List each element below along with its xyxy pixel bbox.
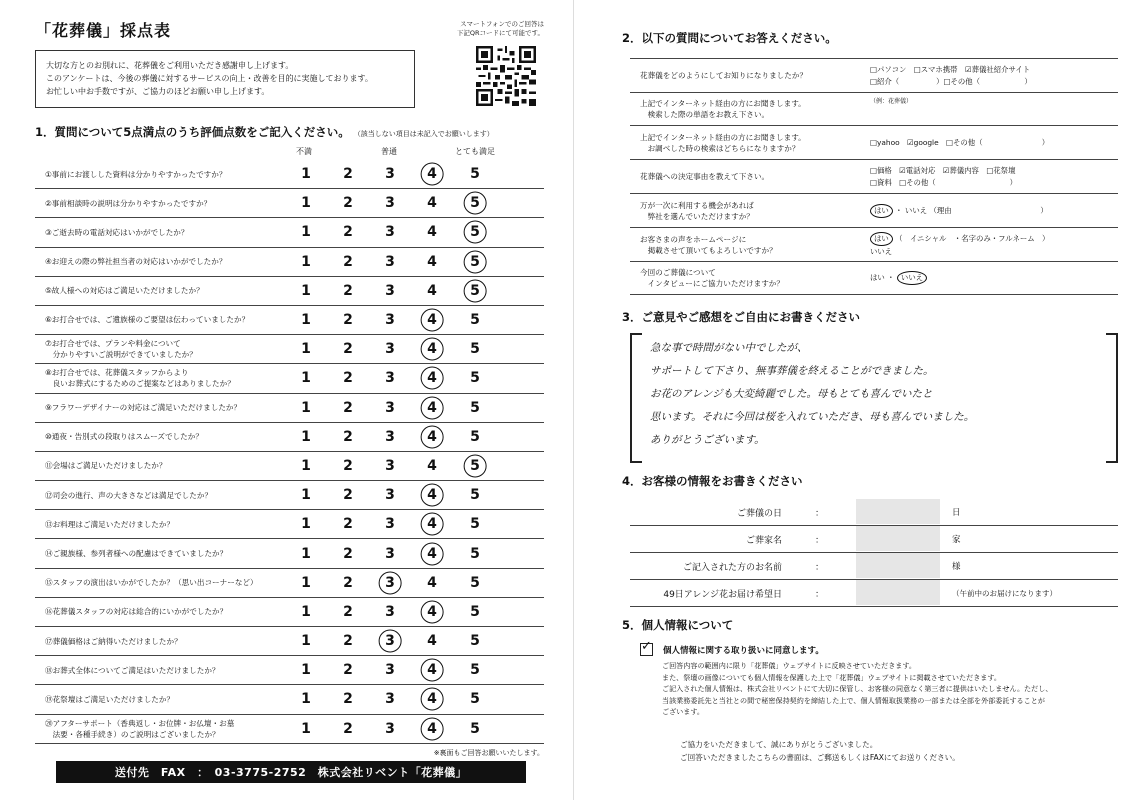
rating-row	[35, 160, 544, 189]
question-label: 万が一次に利用する機会があれば 弊社を選んでいただけますか？	[640, 200, 754, 221]
score-option-selected[interactable]: 4	[427, 545, 437, 562]
answer-yes-circled[interactable]: はい	[870, 204, 893, 218]
question-row-publish	[630, 228, 1118, 262]
score-option-selected[interactable]: 4	[427, 341, 437, 358]
rating-question: ⑱お葬式全体についてご満足はいただけましたか？	[45, 665, 220, 675]
score-option[interactable]: 1	[301, 282, 311, 299]
score-option[interactable]: 1	[301, 428, 311, 445]
score-option[interactable]: 1	[301, 341, 311, 358]
question-label: 今回のご葬儀について インタビューにご協力いただけますか？	[640, 268, 784, 288]
section5-title: 5．個人情報について	[622, 618, 734, 632]
score-option[interactable]: 5	[470, 312, 480, 329]
question-row-source	[630, 59, 1118, 93]
score-option[interactable]: 2	[343, 574, 353, 591]
customer-row-family-name	[630, 526, 1118, 553]
answer-options[interactable]	[870, 194, 1048, 227]
section2-title: 2．以下の質問についてお答えください。	[622, 31, 837, 45]
section3-title: 3．ご意見やご感想をご自由にお書きください	[622, 310, 860, 324]
customer-info-table	[630, 499, 1118, 607]
score-option[interactable]: 2	[343, 224, 353, 241]
score-option[interactable]: 3	[385, 662, 395, 679]
rating-question: ⑭ご親族様、参列者様への配慮はできていましたか？	[45, 548, 228, 558]
rating-question: ⑤故人様への対応はご満足いただけましたか？	[45, 286, 204, 296]
rating-row	[35, 277, 544, 306]
score-option[interactable]: 4	[427, 253, 437, 270]
score-option-selected[interactable]: 4	[427, 166, 437, 183]
rating-question: ⑰葬儀価格はご納得いただけましたか？	[45, 636, 182, 646]
customer-label: ご葬家名	[745, 535, 782, 546]
score-option[interactable]: 5	[470, 341, 480, 358]
intro-line: このアンケートは、今後の葬儀に対するサービスの向上・改善を目的に実施しております。	[46, 74, 373, 83]
rating-question: ⑪会場はご満足いただけましたか？	[45, 461, 167, 471]
section1-note: （該当しない項目は未記入でお願いします）	[353, 130, 494, 138]
score-option[interactable]: 1	[301, 224, 311, 241]
answer-options[interactable]	[870, 126, 1049, 159]
rating-question: ⑮スタッフの演出はいかがでしたか？（思い出コーナーなど）	[45, 578, 258, 588]
rating-question: ⑳アフターサポート（香典返し・お位牌・お仏壇・お墓 法要・各種手続き）のご説明はございましたか？	[45, 718, 235, 739]
rating-question: ③ご逝去時の電話対応はいかがでしたか？	[45, 227, 189, 237]
rating-question: ④お迎えの際の弊社担当者の対応はいかがでしたか？	[45, 257, 227, 267]
score-option[interactable]: 4	[427, 224, 437, 241]
answer-separator: ・	[887, 273, 895, 282]
score-option[interactable]: 3	[385, 516, 395, 533]
score-option-selected[interactable]: 4	[427, 691, 437, 708]
answer-yes-circled[interactable]: はい	[870, 232, 893, 246]
answer-reason[interactable]: （理由 ）	[929, 205, 1048, 215]
rating-row	[35, 481, 544, 510]
score-option[interactable]: 2	[343, 633, 353, 650]
question-row-search-engine	[630, 126, 1118, 160]
score-option[interactable]: 3	[385, 603, 395, 620]
score-option[interactable]: 1	[301, 195, 311, 212]
scale-header	[35, 146, 544, 160]
score-option[interactable]: 1	[301, 691, 311, 708]
score-option[interactable]: 3	[385, 341, 395, 358]
rating-row	[35, 394, 544, 423]
comment-line: サポートして下さり、無事葬儀を終えることができました。	[650, 365, 934, 377]
score-option[interactable]: 4	[427, 195, 437, 212]
score-option[interactable]: 1	[301, 574, 311, 591]
score-option[interactable]: 2	[343, 545, 353, 562]
answer-no-circled[interactable]: いいえ	[897, 271, 927, 285]
score-option[interactable]: 1	[301, 545, 311, 562]
score-option[interactable]: 3	[385, 224, 395, 241]
rating-row	[35, 598, 544, 627]
rating-row	[35, 685, 544, 714]
score-option[interactable]: 5	[470, 574, 480, 591]
customer-label: ご記入された方のお名前	[682, 562, 782, 573]
score-option-selected[interactable]: 4	[427, 516, 437, 533]
score-option[interactable]: 1	[301, 399, 311, 416]
section1-title-text: 1．質問について5点満点のうち評価点数をご記入ください。	[35, 125, 350, 139]
scale-label-low: 不満	[296, 147, 312, 156]
question-row-interview	[630, 262, 1118, 295]
score-option[interactable]: 1	[301, 166, 311, 183]
score-option[interactable]: 3	[385, 282, 395, 299]
intro-line: 大切な方とのお別れに、花葬儀をご利用いただき感謝申し上げます。	[46, 61, 294, 70]
comment-line: 思います。それに今回は桜を入れていただき、母も喜んでいました。	[650, 411, 975, 423]
rating-question: ⑦お打合せでは、プランや料金について 分かりやすいご説明ができていましたか？	[45, 339, 197, 360]
question-row-reason	[630, 160, 1118, 194]
score-option[interactable]: 2	[343, 428, 353, 445]
rating-question: ⑯花葬儀スタッフの対応は総合的にいかがでしたか？	[45, 607, 228, 617]
qr-note-line: スマートフォンでのご回答は	[460, 20, 544, 28]
score-option[interactable]: 1	[301, 487, 311, 504]
score-option[interactable]: 2	[343, 341, 353, 358]
answer-line[interactable]: □パソコン □スマホ携帯 ☑葬儀社紹介サイト	[870, 64, 1031, 74]
score-option-selected[interactable]: 4	[427, 603, 437, 620]
rating-question: ⑲花祭壇はご満足いただけましたか？	[45, 694, 175, 704]
rating-row	[35, 510, 544, 539]
question-row-keyword	[630, 93, 1118, 126]
score-option[interactable]: 2	[343, 720, 353, 737]
rating-question: ⑧お打合せでは、花葬儀スタッフからより 良いお葬式にするためのご提案などはありましたか？	[45, 368, 235, 389]
score-option[interactable]: 1	[301, 516, 311, 533]
score-option[interactable]: 5	[470, 166, 480, 183]
agree-label: 個人情報に関する取り扱いに同意します。	[663, 645, 824, 656]
answer-separator: ・	[895, 205, 903, 215]
rating-row	[35, 656, 544, 685]
answer-name-options[interactable]: （ イニシャル ・名字のみ・フルネーム ）	[895, 233, 1050, 243]
section4-title: 4．お客様の情報をお書きください	[622, 474, 803, 488]
intro-line: お忙しい中お手数ですが、ご協力のほどお願い申し上げます。	[46, 87, 270, 96]
score-option[interactable]: 4	[427, 282, 437, 299]
privacy-text: ご回答内容の範囲内に限り「花葬儀」ウェブサイトに反映させていただきます。 また、祭壇の画像についても個人情報を保護した上で「花葬儀」ウェブサイトに掲載させていただきます。 ご記入された個人情報は、株式会社リベントにて大切に保管し、お客様の同意なく第三者に提供はいたしません。ただし、 当該業務委託先と当社との間で秘密保持契約を締結した上で、個人情報取扱業務の一部または全部を外部委託することが ございます。	[662, 661, 1053, 716]
qr-note-line: 下記QRコードにて可能です。	[456, 29, 544, 37]
score-option[interactable]: 4	[427, 633, 437, 650]
score-option[interactable]: 1	[301, 253, 311, 270]
customer-colon: ：	[815, 589, 825, 600]
rating-row	[35, 627, 544, 656]
question-label: 上記でインターネット経由の方にお聞きします。 検索した際の単語をお教え下さい。	[640, 99, 806, 119]
rating-row	[35, 335, 544, 364]
question-table	[630, 58, 1118, 295]
answer-options[interactable]	[870, 228, 1049, 261]
score-option-selected[interactable]: 5	[470, 282, 480, 299]
scale-label-high: とても満足	[455, 147, 495, 156]
agree-checkbox[interactable]	[640, 643, 653, 656]
score-option[interactable]: 2	[343, 312, 353, 329]
scale-label-mid: 普通	[381, 147, 397, 156]
thanks-text: ご協力をいただきまして、誠にありがとうございました。 ご回答いただきましたこちらの書面は、ご郵送もしくはFAXにてお送りください。	[680, 739, 960, 762]
score-option[interactable]: 3	[385, 487, 395, 504]
score-option[interactable]: 2	[343, 662, 353, 679]
rating-question: ⑨フラワーデザイナーの対応はご満足いただけましたか？	[45, 403, 242, 412]
rating-question: ⑫司会の進行、声の大きさなどは満足でしたか？	[45, 490, 213, 500]
intro-box	[35, 50, 415, 108]
score-option[interactable]: 3	[385, 399, 395, 416]
customer-row-delivery-date	[630, 580, 1118, 607]
answer-options[interactable]	[870, 59, 1032, 92]
document-title: 「花葬儀」採点表	[35, 21, 172, 40]
answer-line[interactable]: □紹介（ ）□その他（ ）	[870, 76, 1032, 86]
score-option[interactable]: 3	[385, 312, 395, 329]
rating-table	[35, 160, 544, 744]
score-option[interactable]: 1	[301, 370, 311, 387]
customer-input[interactable]	[856, 499, 940, 524]
score-option[interactable]: 1	[301, 662, 311, 679]
score-option-selected[interactable]: 4	[427, 312, 437, 329]
score-option[interactable]: 4	[427, 457, 437, 474]
privacy-section	[640, 643, 1118, 764]
score-option-selected[interactable]: 5	[470, 195, 480, 212]
answer-line[interactable]: □yahoo ☑google □その他（ ）	[870, 137, 1050, 147]
rating-row	[35, 423, 544, 452]
rating-question: ⑩通夜・告別式の段取りはスムーズでしたか？	[45, 432, 203, 442]
score-option[interactable]: 2	[343, 487, 353, 504]
comment-line: お花のアレンジも大変綺麗でした。母もとても喜んでいたと	[650, 388, 933, 400]
comment-box[interactable]	[630, 333, 1118, 481]
answer-yes[interactable]: はい	[870, 273, 885, 282]
fax-banner: 送付先 FAX ： 03-3775-2752 株式会社リベント「花葬儀」	[56, 761, 526, 783]
score-option[interactable]: 3	[385, 428, 395, 445]
score-option[interactable]: 5	[470, 545, 480, 562]
customer-suffix: 家	[952, 535, 961, 545]
score-option[interactable]: 1	[301, 603, 311, 620]
rating-question: ⑬お料理はご満足いただけましたか？	[45, 519, 175, 529]
score-option[interactable]: 2	[343, 282, 353, 299]
agree-row[interactable]	[640, 643, 1118, 656]
answer-no[interactable]: いいえ	[870, 246, 893, 256]
customer-row-funeral-date	[630, 499, 1118, 526]
score-option-selected[interactable]: 4	[427, 487, 437, 504]
customer-row-writer-name	[630, 553, 1118, 580]
score-option[interactable]: 2	[343, 399, 353, 416]
rating-question: ①事前にお渡しした資料は分かりやすかったですか？	[45, 169, 227, 179]
customer-suffix: 日	[952, 508, 961, 518]
handwritten-comment	[650, 337, 1070, 452]
score-option[interactable]: 1	[301, 633, 311, 650]
score-option[interactable]: 5	[470, 633, 480, 650]
score-option[interactable]: 5	[470, 370, 480, 387]
rating-row	[35, 218, 544, 247]
score-option[interactable]: 3	[385, 195, 395, 212]
score-option-selected[interactable]: 3	[385, 633, 395, 650]
rating-row	[35, 569, 544, 598]
question-label: お客さまの声をホームページに 掲載させて頂いてもよろしいですか？	[640, 234, 777, 255]
score-option-selected[interactable]: 4	[427, 720, 437, 737]
customer-suffix: 様	[952, 562, 961, 572]
left-header	[35, 18, 544, 48]
score-option[interactable]: 4	[427, 574, 437, 591]
score-option[interactable]: 5	[470, 720, 480, 737]
score-option-selected[interactable]: 5	[470, 224, 480, 241]
right-page	[574, 0, 1148, 800]
rating-row	[35, 306, 544, 335]
answer-line[interactable]: □資料 □その他（ ）	[870, 177, 1017, 187]
answer-options[interactable]	[870, 160, 1017, 193]
score-option-selected[interactable]: 4	[427, 370, 437, 387]
customer-colon: ：	[815, 535, 825, 546]
rating-row	[35, 539, 544, 568]
score-option[interactable]: 2	[343, 195, 353, 212]
qr-note	[457, 20, 544, 38]
comment-line: ありがとうございます。	[650, 434, 765, 446]
score-option[interactable]: 2	[343, 253, 353, 270]
answer-field[interactable]	[870, 93, 912, 128]
section1-title	[35, 124, 544, 140]
score-option[interactable]: 2	[343, 691, 353, 708]
score-option[interactable]: 5	[470, 662, 480, 679]
score-option[interactable]: 1	[301, 457, 311, 474]
rating-row	[35, 248, 544, 277]
score-option[interactable]: 3	[385, 457, 395, 474]
answer-no[interactable]: いいえ	[904, 205, 928, 215]
customer-input[interactable]	[856, 580, 940, 605]
score-option[interactable]: 3	[385, 253, 395, 270]
score-option[interactable]: 5	[470, 428, 480, 445]
score-option[interactable]: 3	[385, 720, 395, 737]
comment-line: 急な事で時間がない中でしたが、	[650, 342, 808, 354]
rating-row	[35, 715, 544, 744]
score-option[interactable]: 5	[470, 516, 480, 533]
rating-question: ⑥お打合せでは、ご遺族様のご要望は伝わっていましたか？	[45, 315, 250, 325]
answer-options[interactable]	[870, 262, 927, 294]
score-option[interactable]: 3	[385, 166, 395, 183]
score-option[interactable]: 5	[470, 691, 480, 708]
qr-code-icon[interactable]	[476, 46, 536, 106]
question-label: 上記でインターネット経由の方にお聞きします。 お調べした時の検索はどちらになりますか？	[640, 132, 806, 153]
score-option[interactable]: 5	[470, 487, 480, 504]
customer-label: ご葬儀の日	[736, 508, 782, 519]
question-row-reuse	[630, 194, 1118, 228]
back-note: ※裏面もご回答お願いいたします。	[433, 748, 544, 757]
rating-row	[35, 189, 544, 218]
customer-colon: ：	[815, 508, 825, 519]
score-option[interactable]: 2	[343, 603, 353, 620]
intro-area	[35, 50, 544, 118]
customer-input[interactable]	[856, 526, 940, 551]
score-option[interactable]: 1	[301, 720, 311, 737]
rating-row	[35, 452, 544, 481]
customer-suffix: （午前中のお届けになります）	[952, 588, 1057, 598]
customer-input[interactable]	[856, 553, 940, 578]
score-option[interactable]: 3	[385, 545, 395, 562]
question-label: 花葬儀をどのようにしてお知りになりましたか？	[640, 71, 808, 80]
score-option[interactable]: 5	[470, 603, 480, 620]
customer-colon: ：	[815, 562, 825, 573]
score-option-selected[interactable]: 4	[427, 428, 437, 445]
score-option[interactable]: 2	[343, 457, 353, 474]
score-option[interactable]: 3	[385, 691, 395, 708]
score-option[interactable]: 5	[470, 399, 480, 416]
score-option[interactable]: 3	[385, 370, 395, 387]
score-option[interactable]: 2	[343, 516, 353, 533]
score-option-selected[interactable]: 5	[470, 457, 480, 474]
score-option-selected[interactable]: 3	[385, 574, 395, 591]
score-option[interactable]: 1	[301, 312, 311, 329]
answer-line[interactable]: □価格 ☑電話対応 ☑葬儀内容 □花祭壇	[870, 165, 1016, 175]
answer-example: （例：花葬儀）	[870, 98, 913, 105]
rating-question: ②事前相談時の説明は分かりやすかったですか？	[45, 198, 212, 208]
score-option[interactable]: 2	[343, 370, 353, 387]
score-option[interactable]: 2	[343, 166, 353, 183]
score-option-selected[interactable]: 4	[427, 399, 437, 416]
score-option-selected[interactable]: 4	[427, 662, 437, 679]
score-option-selected[interactable]: 5	[470, 253, 480, 270]
rating-row	[35, 364, 544, 393]
customer-label: 49日アレンジ花お届け希望日	[663, 589, 782, 600]
question-label: 花葬儀への決定事由を教えて下さい。	[640, 172, 770, 181]
